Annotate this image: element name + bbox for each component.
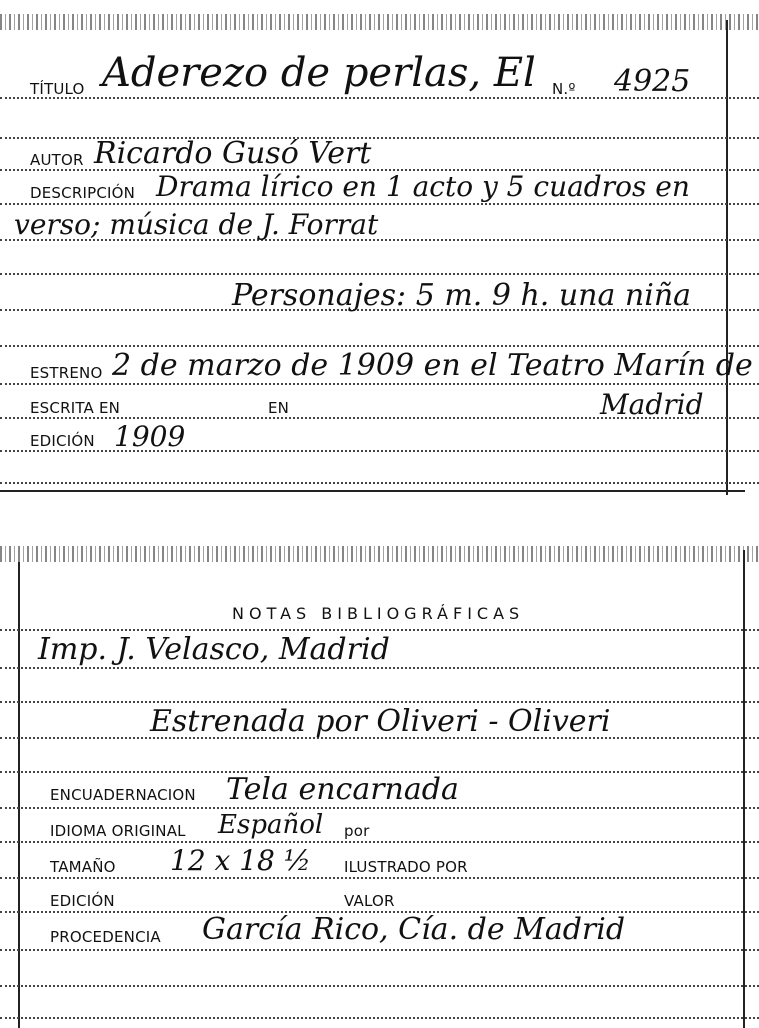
ruled-line xyxy=(0,948,759,951)
edicion-label: EDICIÓN xyxy=(30,432,95,450)
titulo-label: TÍTULO xyxy=(30,80,85,98)
estreno-city: Madrid xyxy=(600,388,704,421)
ruled-line xyxy=(0,700,759,703)
encuadernacion-value: Tela encarnada xyxy=(226,772,459,807)
en-label: EN xyxy=(268,399,290,417)
ruled-line xyxy=(0,481,759,484)
autor-label: AUTOR xyxy=(30,151,84,169)
idioma-label: IDIOMA ORIGINAL xyxy=(50,822,186,840)
procedencia-value: García Rico, Cía. de Madrid xyxy=(202,912,626,947)
nota-line1: Imp. J. Velasco, Madrid xyxy=(38,632,390,667)
card-right-border xyxy=(726,20,728,495)
nota-line2: Estrenada por Oliveri - Oliveri xyxy=(150,704,611,739)
edicion-label-back: EDICIÓN xyxy=(50,892,115,910)
autor-value: Ricardo Gusó Vert xyxy=(94,136,372,171)
personajes-value: Personajes: 5 m. 9 h. una niña xyxy=(232,278,692,313)
catalog-card-back xyxy=(0,540,759,1028)
ruled-line xyxy=(0,628,759,631)
procedencia-label: PROCEDENCIA xyxy=(50,928,161,946)
numero-value: 4925 xyxy=(614,64,691,99)
card-top-edge xyxy=(0,546,759,562)
card-bottom-border xyxy=(0,490,745,492)
por-label: por xyxy=(344,822,370,840)
ruled-line xyxy=(0,840,759,843)
tamano-label: TAMAÑO xyxy=(50,858,116,876)
encuadernacion-label: ENCUADERNACION xyxy=(50,786,196,804)
ruled-line xyxy=(0,1016,759,1019)
titulo-value: Aderezo de perlas, El xyxy=(102,50,536,96)
descripcion-line2: verso; música de J. Forrat xyxy=(14,208,379,241)
valor-label: VALOR xyxy=(344,892,395,910)
ruled-line xyxy=(0,876,759,879)
descripcion-line1: Drama lírico en 1 acto y 5 cuadros en xyxy=(156,170,690,203)
descripcion-label: DESCRIPCIÓN xyxy=(30,184,136,202)
ilustrado-label: ILUSTRADO POR xyxy=(344,858,468,876)
card-top-edge xyxy=(0,14,759,30)
ruled-line xyxy=(0,984,759,987)
idioma-value: Español xyxy=(218,810,324,840)
ruled-line xyxy=(0,344,759,347)
card-left-border xyxy=(18,562,20,1028)
estreno-label: ESTRENO xyxy=(30,364,103,382)
estreno-value: 2 de marzo de 1909 en el Teatro Marín de xyxy=(112,348,753,383)
edicion-value: 1909 xyxy=(114,420,186,453)
notas-heading: NOTAS BIBLIOGRÁFICAS xyxy=(232,604,525,623)
card-right-border xyxy=(743,550,745,1028)
tamano-value: 12 x 18 ½ xyxy=(170,844,311,877)
catalog-card-front xyxy=(0,0,759,495)
numero-label: N.º xyxy=(552,80,576,98)
ruled-line xyxy=(0,272,759,275)
escrita-label: ESCRITA EN xyxy=(30,399,121,417)
